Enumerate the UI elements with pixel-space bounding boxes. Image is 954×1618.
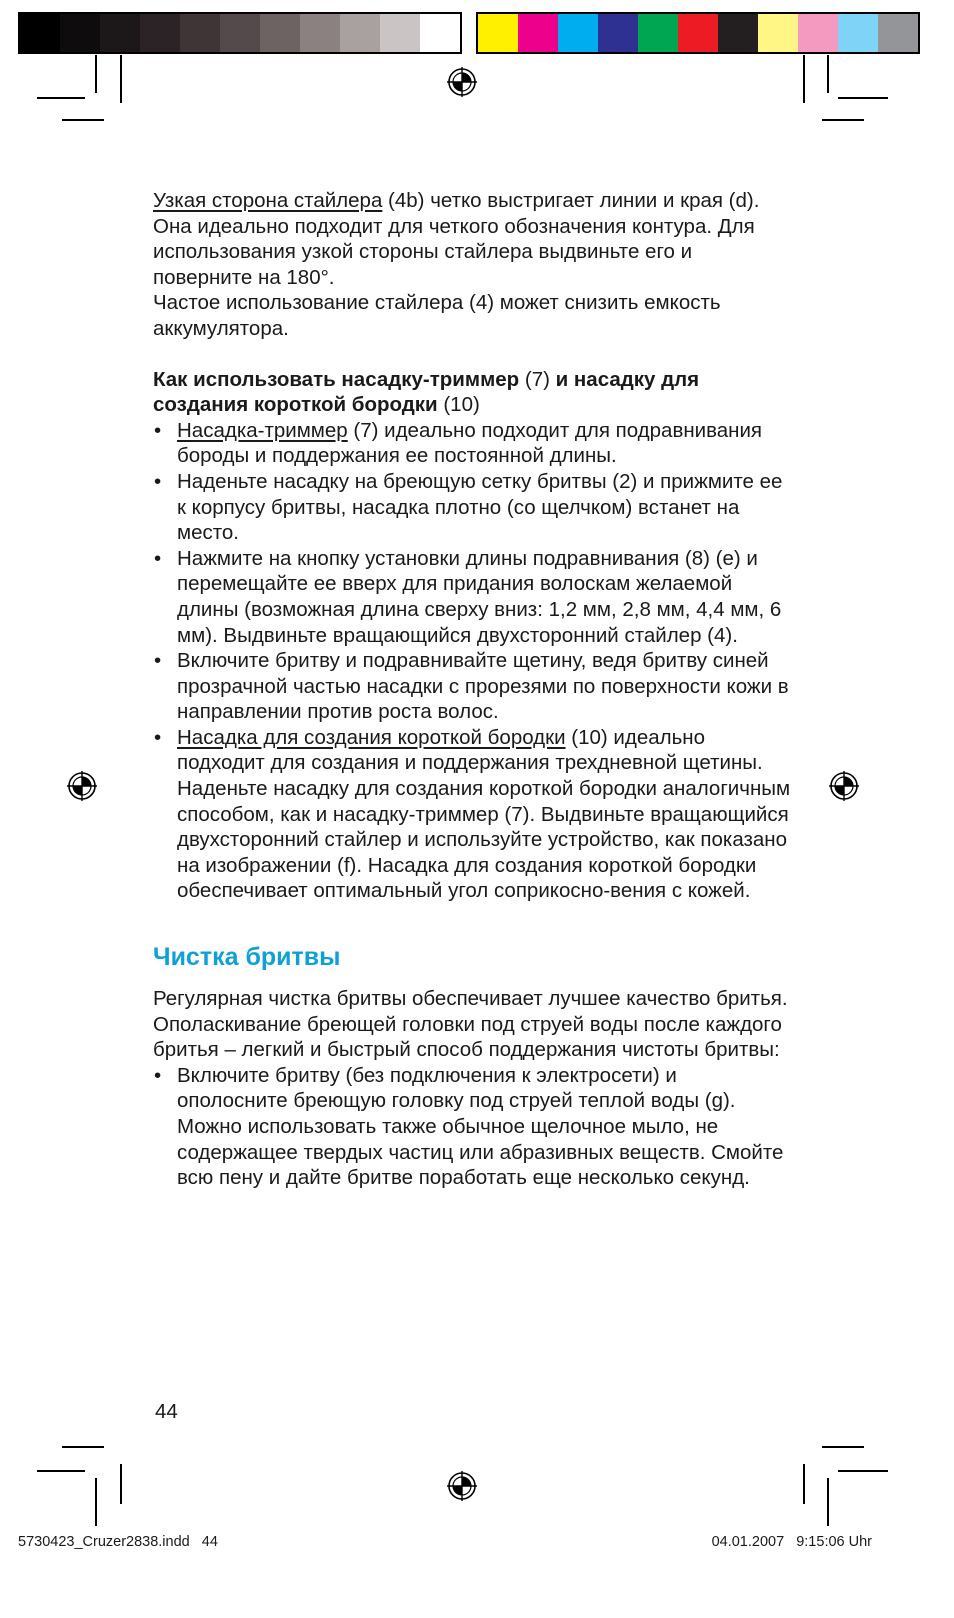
crop-mark <box>62 119 104 121</box>
color-control-bar <box>18 12 920 54</box>
cleaning-paragraph: Регулярная чистка бритвы обеспечивает лучшее качество бритья. <box>153 987 788 1011</box>
color-swatch <box>340 14 380 52</box>
trimmer-heading-ref1: (7) <box>519 367 556 391</box>
color-swatch <box>478 14 518 52</box>
battery-note: Частое использование стайлера (4) может снизить емкость аккумулятора. <box>153 291 721 340</box>
list-item <box>153 725 793 904</box>
list-item <box>153 418 793 469</box>
color-swatch <box>300 14 340 52</box>
color-swatch <box>758 14 798 52</box>
cleaning-list <box>153 1063 793 1191</box>
crop-mark <box>37 1470 85 1472</box>
cleaning-paragraph: Ополаскивание бреющей головки под струей воды после каждого бритья – легкий и быстрый способ поддержания чистоты бритвы: <box>153 1012 782 1062</box>
color-swatch <box>638 14 678 52</box>
color-swatch <box>380 14 420 52</box>
color-swatches <box>476 12 920 54</box>
registration-mark-icon <box>447 1471 477 1501</box>
trimmer-heading-ref2: (10) <box>437 393 480 417</box>
crop-mark <box>827 55 829 93</box>
trimmer-heading <box>153 367 793 418</box>
list-item: • Включите бритву и подравнивайте щетину, ведя бритву синей прозрачной частью насадки с прорезями по поверхности кожи в направлении против роста волос. <box>153 648 793 725</box>
crop-mark <box>838 97 888 99</box>
crop-mark <box>120 55 122 103</box>
registration-mark-icon <box>829 771 859 801</box>
trimmer-heading-part1: Как использовать насадку-триммер <box>153 367 520 391</box>
crop-mark <box>803 55 805 103</box>
list-item: • Включите бритву (без подключения к электросети) и ополосните бреющую головку под струей теплой воды (g). Можно использовать также обычное щелочное мыло, не содержащее твердых частиц или абразивных веществ. Смойте всю пену и дайте бритве поработать еще несколько секунд. <box>153 1063 793 1191</box>
term-narrow-styler: Узкая сторона стайлера <box>153 189 383 212</box>
color-swatch <box>100 14 140 52</box>
trimmer-list <box>153 418 793 904</box>
color-swatch <box>878 14 918 52</box>
crop-mark <box>62 1446 104 1448</box>
color-swatch <box>798 14 838 52</box>
color-swatch <box>60 14 100 52</box>
color-swatch <box>598 14 638 52</box>
color-swatch <box>518 14 558 52</box>
color-swatch <box>20 14 60 52</box>
list-item: • Наденьте насадку на бреющую сетку бритвы (2) и прижмите ее к корпусу бритвы, насадка плотно (со щелчком) встанет на место. <box>153 469 793 546</box>
crop-mark <box>822 1446 864 1448</box>
color-swatch <box>180 14 220 52</box>
registration-mark-icon <box>67 771 97 801</box>
color-swatch <box>838 14 878 52</box>
list-item-text: (10) идеально подходит для создания и поддержания трехдневной щетины. Наденьте насадку для создания короткой бородки аналогичным способом, как и насадку-триммер (7). Выдвиньте вращающийся двухсторонний стайлер и используйте устройство, как показано на изображении (f). Насадка для создания короткой бородки обеспечивает оптимальный угол соприкосно-вения с кожей. <box>177 725 791 903</box>
color-swatch <box>140 14 180 52</box>
crop-mark <box>95 55 97 93</box>
list-item: • Нажмите на кнопку установки длины подравнивания (8) (e) и перемещайте ее вверх для придания волоскам желаемой длины (возможная длина сверху вниз: 1,2 мм, 2,8 мм, 4,4 мм, 6 мм). Выдвиньте вращающийся двухсторонний стайлер (4). <box>153 546 793 648</box>
trimmer-heading-part2: и насадку для создания короткой бородки <box>153 367 700 417</box>
page-content <box>153 188 793 1191</box>
crop-mark <box>37 97 85 99</box>
color-swatch <box>260 14 300 52</box>
registration-mark-icon <box>447 67 477 97</box>
crop-mark <box>803 1464 805 1504</box>
color-swatch <box>220 14 260 52</box>
slug-file: 5730423_Cruzer2838.indd 44 <box>18 1534 218 1550</box>
crop-mark <box>822 119 864 121</box>
color-swatch <box>678 14 718 52</box>
section-title-cleaning: Чистка бритвы <box>153 943 341 972</box>
crop-mark <box>827 1478 829 1526</box>
page-number: 44 <box>155 1400 178 1423</box>
crop-mark <box>838 1470 888 1472</box>
slug-datetime: 04.01.2007 9:15:06 Uhr <box>711 1534 872 1550</box>
color-swatch <box>558 14 598 52</box>
crop-mark <box>120 1464 122 1504</box>
color-swatch <box>420 14 460 52</box>
term-short-beard: Насадка для создания короткой бородки <box>177 725 566 749</box>
list-item-text: (7) идеально подходит для подравнивания бороды и поддержания ее постоянной длины. <box>177 418 763 468</box>
term-trimmer: Насадка-триммер <box>177 418 348 442</box>
intro-text: (4b) четко выстригает линии и края (d). Она идеально подходит для четкого обозначения контура. Для использования узкой стороны стайлера выдвиньте его и поверните на 180°. <box>153 189 760 289</box>
color-swatch <box>718 14 758 52</box>
intro-paragraph <box>153 188 793 290</box>
grayscale-swatches <box>18 12 462 54</box>
crop-mark <box>95 1478 97 1526</box>
